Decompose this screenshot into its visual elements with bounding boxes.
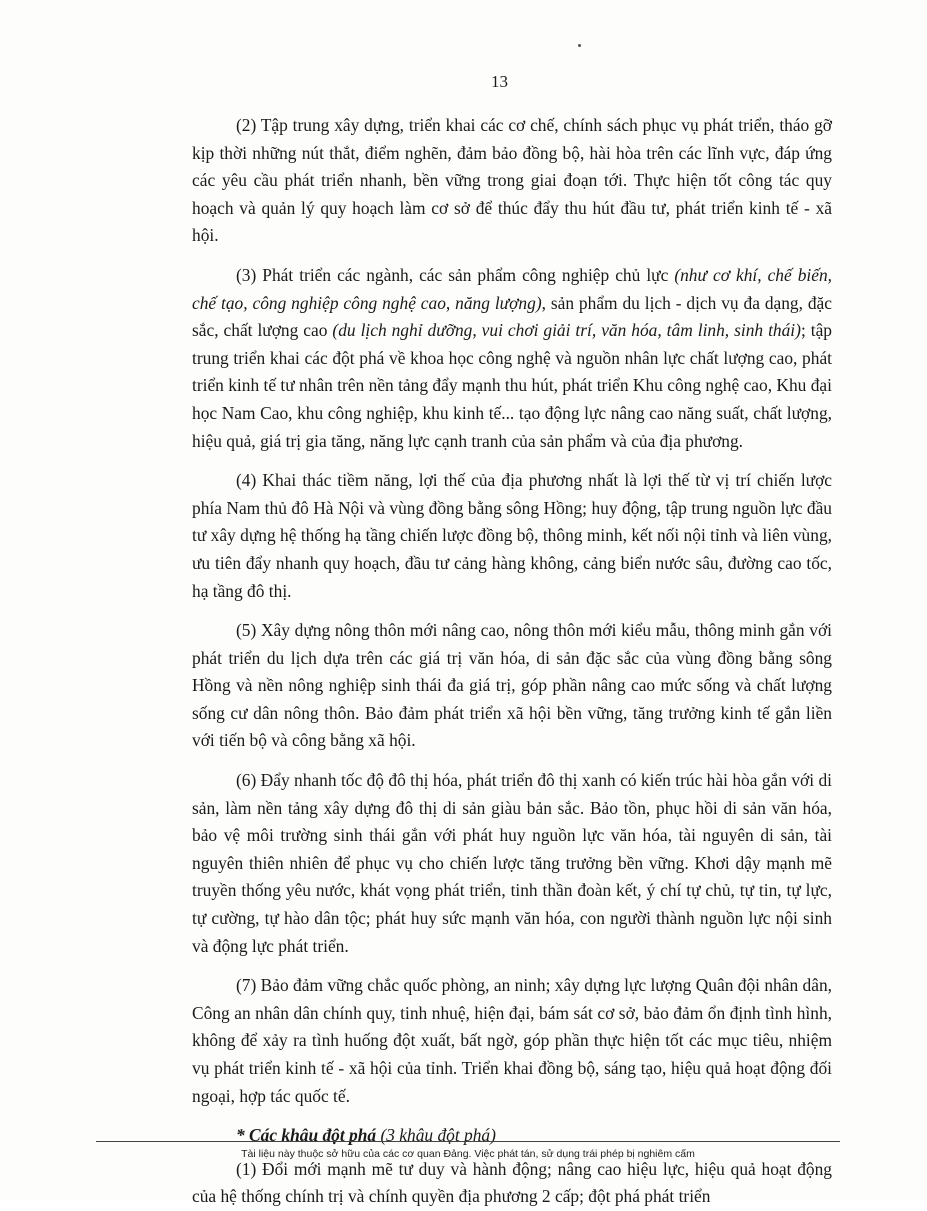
scan-speck xyxy=(578,44,581,47)
document-body xyxy=(192,112,832,1211)
paragraph-5: (5) Xây dựng nông thôn mới nâng cao, nông thôn mới kiểu mẫu, thông minh gắn với phát triển du lịch dựa trên các giá trị văn hóa, di sản đặc sắc của vùng đồng bằng sông Hồng và nền nông nghiệp sinh thái đa giá trị, góp phần nâng cao mức sống và chất lượng sống cư dân nông thôn. Bảo đảm phát triển xã hội bền vững, tăng trưởng kinh tế gắn liền với tiến bộ và công bằng xã hội. xyxy=(192,620,832,751)
section-heading-note: (3 khâu đột phá) xyxy=(380,1125,496,1146)
paragraph-4: (4) Khai thác tiềm năng, lợi thế của địa phương nhất là lợi thế từ vị trí chiến lược phía Nam thủ đô Hà Nội và vùng đồng bằng sông Hồng; huy động, tập trung nguồn lực đầu tư xây dựng hệ thống hạ tầng chiến lược đồng bộ, thông minh, kết nối nội tỉnh và liên vùng, ưu tiên đẩy nhanh quy hoạch, đầu tư cảng hàng không, cảng biển nước sâu, đường cao tốc, hạ tầng đô thị. xyxy=(192,470,832,601)
page-number: 13 xyxy=(491,72,508,91)
paragraph-6: (6) Đẩy nhanh tốc độ đô thị hóa, phát triển đô thị xanh có kiến trúc hài hòa gắn với di sản, làm nền tảng xây dựng đô thị di sản giàu bản sắc. Bảo tồn, phục hồi di sản văn hóa, bảo vệ môi trường sinh thái gắn với phát huy nguồn lực văn hóa, tài nguyên di sản, tài nguyên thiên nhiên để phục vụ cho chiến lược tăng trưởng bền vững. Khơi dậy mạnh mẽ truyền thống yêu nước, khát vọng phát triển, tinh thần đoàn kết, ý chí tự chủ, tự tin, tự lực, tự cường, tự hào dân tộc; phát huy sức mạnh văn hóa, con người thành nguồn lực nội sinh và động lực phát triển. xyxy=(192,770,832,956)
paragraph-2: (2) Tập trung xây dựng, triển khai các cơ chế, chính sách phục vụ phát triển, tháo gỡ kịp thời những nút thắt, điểm nghẽn, đảm bảo đồng bộ, hài hòa trên các lĩnh vực, đáp ứng các yêu cầu phát triển nhanh, bền vững trong giai đoạn tới. Thực hiện tốt công tác quy hoạch và quản lý quy hoạch làm cơ sở để thúc đẩy thu hút đầu tư, phát triển kinh tế - xã hội. xyxy=(192,115,832,246)
paragraph-3-italic-industries: (như cơ khí, chế biến, chế tạo, công nghiệp công nghệ cao, năng lượng) xyxy=(192,264,833,313)
section-heading-breakthroughs xyxy=(192,1122,832,1150)
paragraph-3-part-e: ; tập trung triển khai các đột phá về khoa học công nghệ và nguồn nhân lực chất lượng cao, phát triển kinh tế tư nhân trên nền tảng đẩy mạnh thu hút, phát triển Khu công nghệ cao, Khu đại học Nam Cao, khu công nghiệp, khu kinh tế... tạo động lực nâng cao năng suất, chất lượng, hiệu quả, giá trị gia tăng, năng lực cạnh tranh của sản phẩm và của địa phương. xyxy=(192,320,832,451)
breakthrough-1: (1) Đổi mới mạnh mẽ tư duy và hành động; nâng cao hiệu lực, hiệu quả hoạt động của hệ thống chính trị và chính quyền địa phương 2 cấp; đột phá phát triển xyxy=(192,1158,832,1207)
footer-notice: Tài liệu này thuộc sở hữu của các cơ quan Đảng. Việc phát tán, sử dụng trái phép bị nghiêm cấm xyxy=(241,1148,695,1160)
footer-divider xyxy=(96,1141,840,1142)
section-heading-text: * Các khâu đột phá xyxy=(236,1125,381,1146)
paragraph-3-part-c: , sản phẩm du lịch - dịch vụ đa dạng, đặc sắc, chất lượng cao xyxy=(192,292,832,341)
paragraph-3 xyxy=(192,262,832,455)
paragraph-3-part-a: (3) Phát triển các ngành, các sản phẩm công nghiệp chủ lực xyxy=(236,264,675,285)
paragraph-3-italic-tourism: (du lịch nghỉ dưỡng, vui chơi giải trí, văn hóa, tâm linh, sinh thái) xyxy=(332,320,801,341)
paragraph-7: (7) Bảo đảm vững chắc quốc phòng, an ninh; xây dựng lực lượng Quân đội nhân dân, Công an nhân dân chính quy, tinh nhuệ, hiện đại, bám sát cơ sở, bảo đảm ổn định tình hình, không để xảy ra tình huống đột xuất, bất ngờ, góp phần thực hiện tốt các mục tiêu, nhiệm vụ phát triển kinh tế - xã hội của tỉnh. Triển khai đồng bộ, sáng tạo, hiệu quả hoạt động đối ngoại, hợp tác quốc tế. xyxy=(192,975,832,1106)
